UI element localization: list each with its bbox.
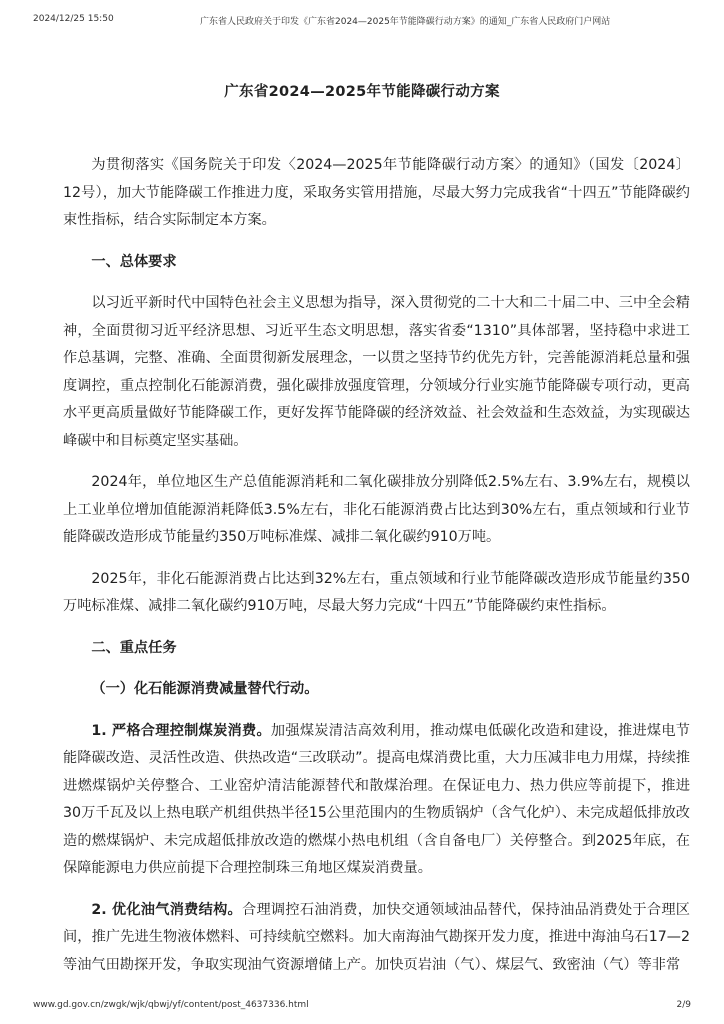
section-heading-general-requirements: 一、总体要求 — [91, 253, 177, 270]
section-heading-key-tasks: 二、重点任务 — [91, 639, 177, 656]
document-body — [63, 152, 690, 993]
page-url[interactable]: www.gd.gov.cn/zwgk/wjk/qbwj/yf/content/post_4637336.html — [33, 1000, 309, 1010]
oil-gas-paragraph — [63, 897, 690, 980]
print-header — [33, 14, 691, 28]
print-timestamp: 2024/12/25 15:50 — [33, 14, 114, 24]
targets-2024-paragraph: 2024年，单位地区生产总值能源消耗和二氧化碳排放分别降低2.5%左右、3.9%左右，规模以上工业单位增加值能源消耗降低3.5%左右，非化石能源消费占比达到30%左右，重点领域和行业节能降碳改造形成节能量约350万吨标准煤、减排二氧化碳约910万吨。 — [63, 474, 690, 545]
targets-2025-paragraph: 2025年，非化石能源消费占比达到32%左右，重点领域和行业节能降碳改造形成节能量约350万吨标准煤、减排二氧化碳约910万吨，尽最大努力完成“十四五”节能降碳约束性指标。 — [63, 570, 690, 614]
coal-control-lead: 1. 严格合理控制煤炭消费。 — [91, 722, 271, 739]
coal-control-paragraph — [63, 718, 690, 883]
coal-control-text: 加强煤炭清洁高效利用，推动煤电低碳化改造和建设，推进煤电节能降碳改造、灵活性改造、供热改造“三改联动”。提高电煤消费比重，大力压减非电力用煤，持续推进燃煤锅炉关停整合、工业窑炉清洁能源替代和散煤治理。在保证电力、热力供应等前提下，推进30万千瓦及以上热电联产机组供热半径15公里范围内的生物质锅炉（含气化炉）、未完成超低排放改造的燃煤锅炉、未完成超低排放改造的燃煤小热电机组（含自备电厂）关停整合。到2025年底，在保障能源电力供应前提下合理控制珠三角地区煤炭消费量。 — [63, 722, 690, 876]
subsection-heading-fossil-energy: （一）化石能源消费减量替代行动。 — [91, 681, 319, 697]
print-footer — [33, 1000, 691, 1014]
oil-gas-lead: 2. 优化油气消费结构。 — [91, 901, 243, 918]
oil-gas-text: 合理调控石油消费，加快交通领域油品替代，保持油品消费处于合理区间，推广先进生物液体燃料、可持续航空燃料。加大南海油气勘探开发力度，推进中海油乌石17—2等油气田勘探开发，争取实现油气资源增储上产。加快页岩油（气）、煤层气、致密油（气）等非常 — [63, 901, 690, 973]
intro-paragraph: 为贯彻落实《国务院关于印发〈2024—2025年节能降碳行动方案〉的通知》（国发〔2024〕12号），加大节能降碳工作推进力度，采取务实管用措施，尽最大努力完成我省“十四五”节能降碳约束性指标，结合实际制定本方案。 — [63, 157, 690, 228]
document-title: 广东省2024—2025年节能降碳行动方案 — [224, 84, 500, 100]
guiding-ideology-paragraph: 以习近平新时代中国特色社会主义思想为指导，深入贯彻党的二十大和二十届二中、三中全会精神，全面贯彻习近平经济思想、习近平生态文明思想，落实省委“1310”具体部署，坚持稳中求进工作总基调，完整、准确、全面贯彻新发展理念，一以贯之坚持节约优先方针，完善能源消耗总量和强度调控，重点控制化石能源消费，强化碳排放强度管理，分领域分行业实施节能降碳专项行动，更高水平更高质量做好节能降碳工作，更好发挥节能降碳的经济效益、社会效益和生态效益，为实现碳达峰碳中和目标奠定坚实基础。 — [63, 295, 690, 449]
print-page-title: 广东省人民政府关于印发《广东省2024—2025年节能降碳行动方案》的通知_广东省人民政府门户网站 — [200, 17, 611, 27]
page-number: 2/9 — [676, 1000, 691, 1010]
